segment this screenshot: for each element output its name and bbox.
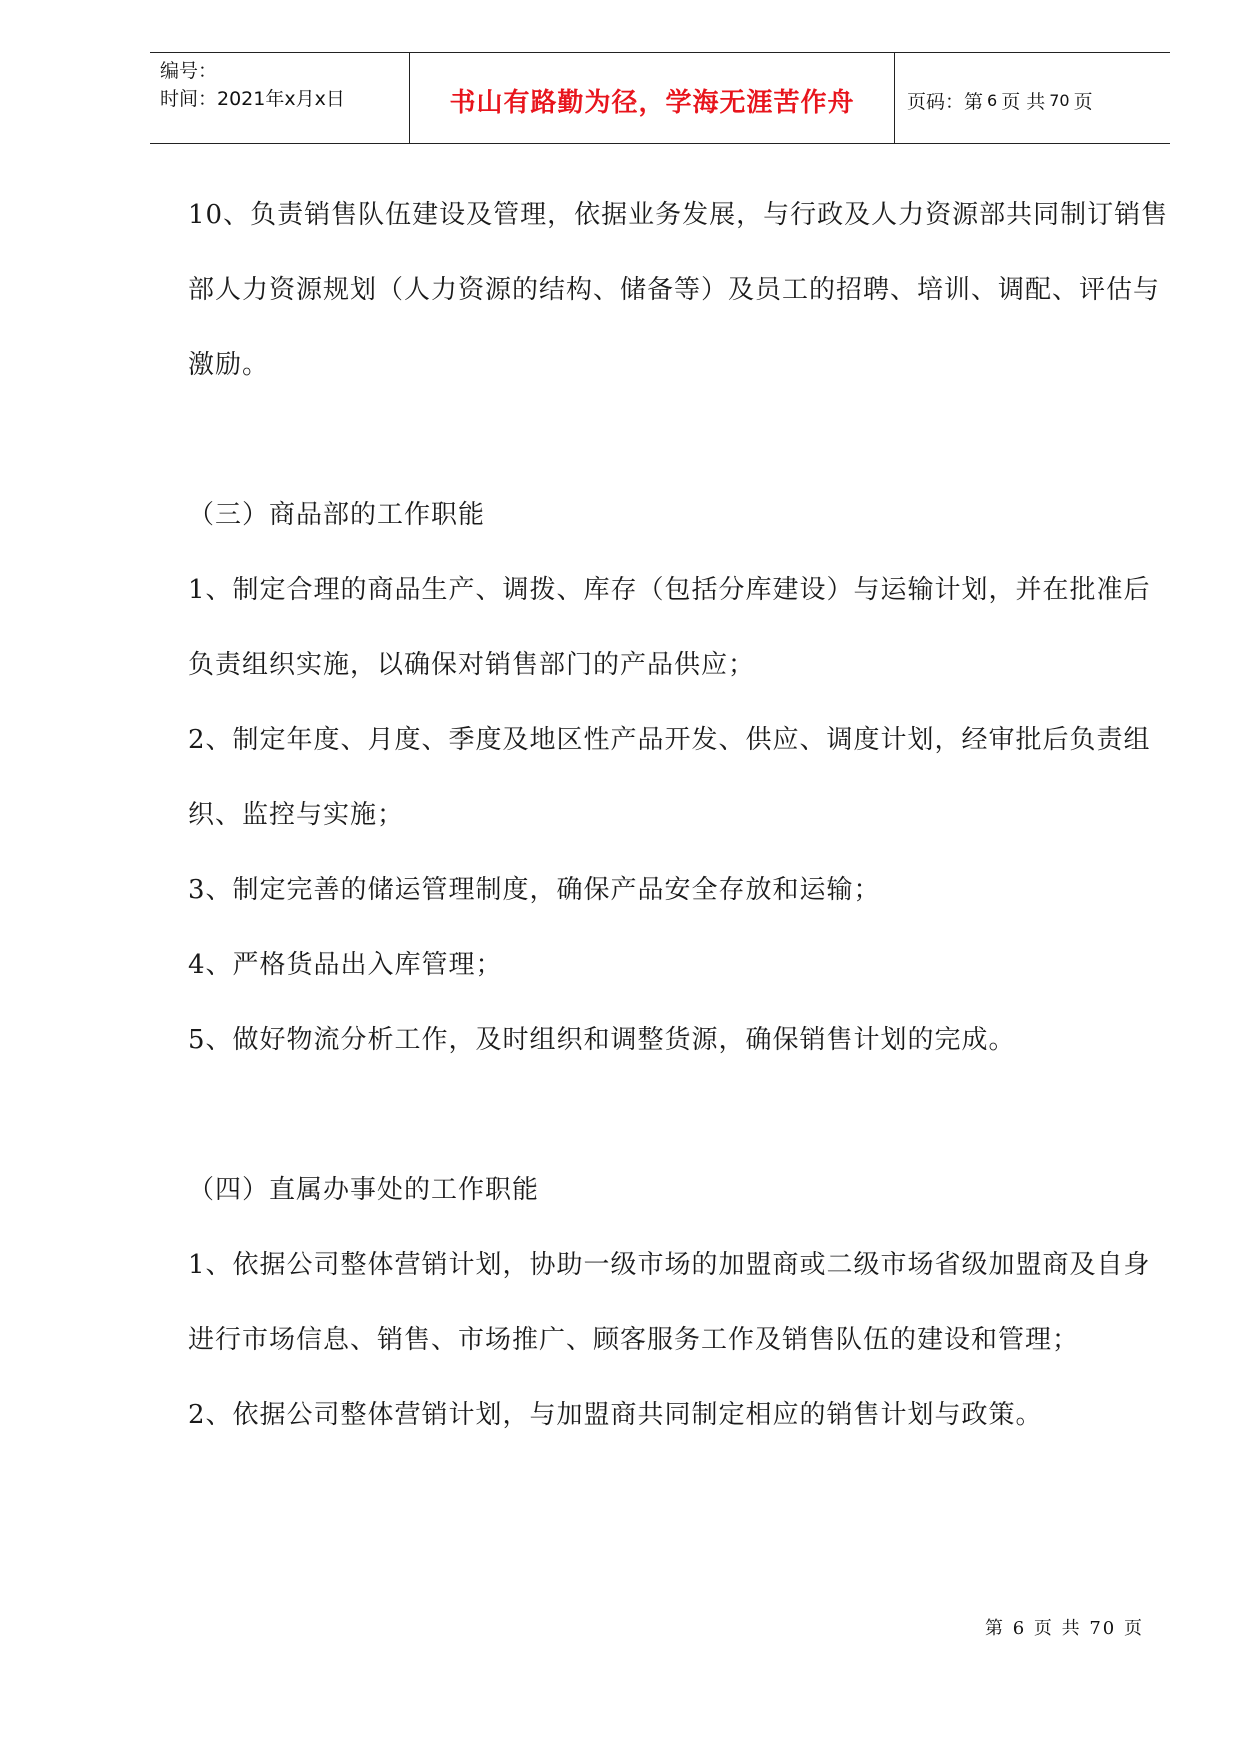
merchandise-item-2: 2、制定年度、月度、季度及地区性产品开发、供应、调度计划，经审批后负责组织、监控与实施； <box>188 725 1151 830</box>
header-meta <box>150 53 410 143</box>
header-page-info <box>895 53 1170 143</box>
office-item-2: 2、依据公司整体营销计划，与加盟商共同制定相应的销售计划与政策。 <box>188 1400 1043 1430</box>
merchandise-item-3: 3、制定完善的储运管理制度，确保产品安全存放和运输； <box>188 875 881 905</box>
page-footer: 第 6 页 共 70 页 <box>985 1618 1144 1639</box>
page-current: 6 <box>987 90 998 110</box>
merchandise-item-1: 1、制定合理的商品生产、调拨、库存（包括分库建设）与运输计划，并在批准后负责组织实施，以确保对销售部门的产品供应； <box>188 575 1151 680</box>
document-number-label: 编号： <box>160 60 218 82</box>
merchandise-item-5: 5、做好物流分析工作，及时组织和调整货源，确保销售计划的完成。 <box>188 1025 1016 1055</box>
paragraph-item-10: 10、负责销售队伍建设及管理，依据业务发展，与行政及人力资源部共同制订销售部人力资源规划（人力资源的结构、储备等）及员工的招聘、培训、调配、评估与激励。 <box>188 200 1169 380</box>
document-time: 时间：2021年x月x日 <box>160 88 345 110</box>
page-total: 70 <box>1049 90 1070 110</box>
merchandise-item-4: 4、严格货品出入库管理； <box>188 950 503 980</box>
document-body <box>188 178 1173 1453</box>
page-header <box>150 52 1170 144</box>
header-motto: 书山有路勤为径，学海无涯苦作舟 <box>410 53 895 143</box>
office-item-1: 1、依据公司整体营销计划，协助一级市场的加盟商或二级市场省级加盟商及自身进行市场信息、销售、市场推广、顾客服务工作及销售队伍的建设和管理； <box>188 1250 1151 1355</box>
section-title-merchandise: （三）商品部的工作职能 <box>188 500 486 530</box>
section-title-office: （四）直属办事处的工作职能 <box>188 1175 540 1205</box>
page-suffix: 页 <box>1073 90 1093 113</box>
page-prefix: 页码：第 <box>907 90 984 113</box>
page-mid: 页 共 <box>1001 90 1046 113</box>
